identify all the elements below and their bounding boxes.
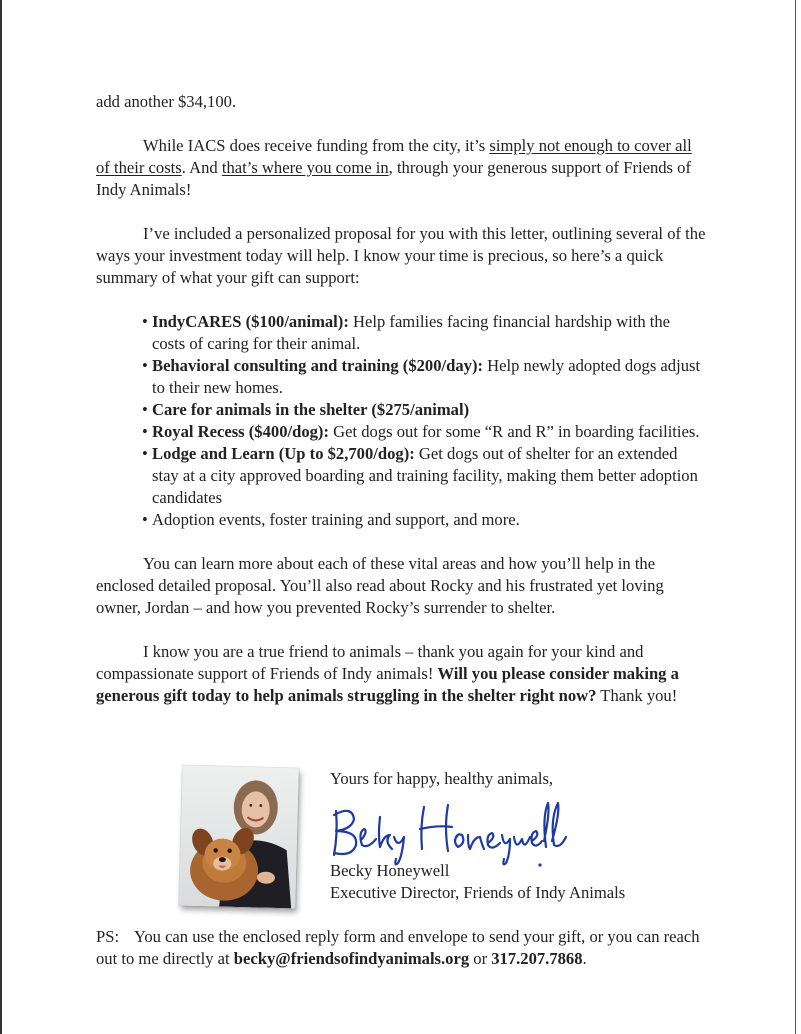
text-run: or <box>469 949 492 968</box>
list-item <box>142 509 706 531</box>
text-run: I know you are a true friend to animals – thank you again for your kind and compassionate support of Friends of Indy animals! <box>96 642 644 683</box>
signer-photo <box>179 766 299 909</box>
page-edge-left <box>0 0 2 1034</box>
paragraph-funding <box>96 135 706 201</box>
list-item-title: Behavioral consulting and training ($200/day): <box>152 356 483 375</box>
text-run: . <box>582 949 587 968</box>
list-item-title: Care for animals in the shelter ($275/animal) <box>152 400 470 419</box>
list-item-text: Help newly adopted dogs adjust to their new homes. <box>152 356 701 397</box>
signer-details <box>330 860 710 904</box>
text-run: While IACS does receive funding from the city, it’s <box>143 136 490 155</box>
ps-label: PS: <box>96 927 120 946</box>
page-edge-right <box>795 0 796 1034</box>
postscript <box>96 926 716 970</box>
signature-block <box>96 763 706 913</box>
paragraph-learn-more: You can learn more about each of these vital areas and how you’ll help in the enclosed detailed proposal. You’ll also read about Rocky and his frustrated yet loving owner, Jordan – and how you prevented Rocky’s surrender to shelter. <box>96 554 664 617</box>
signer-name: Becky Honeywell <box>330 861 450 880</box>
paragraph-proposal: I’ve included a personalized proposal for you with this letter, outlining several of the ways your investment today will help. I know your time is precious, so here’s a quick summary of what your gift can support: <box>96 224 706 287</box>
list-item-text: Get dogs out of shelter for an extended stay at a city approved boarding and training facility, making them better adoption candidates <box>152 444 698 507</box>
bold-appeal: Will you please consider making a generous gift today to help animals struggling in the shelter right now? <box>96 664 679 705</box>
list-item-text: Get dogs out for some “R and R” in boarding facilities. <box>328 422 700 441</box>
text-run: You can use the enclosed reply form and envelope to send your gift, or you can reach out to me directly at <box>96 927 700 968</box>
list-item <box>142 443 706 509</box>
underlined-text: simply not enough to cover all of their costs <box>96 136 692 177</box>
text-run: . And <box>181 158 222 177</box>
photo-illustration <box>179 766 299 909</box>
list-item-title: Lodge and Learn (Up to $2,700/dog): <box>152 444 415 463</box>
contact-phone: 317.207.7868 <box>491 949 583 968</box>
list-item <box>142 355 706 399</box>
list-item <box>142 311 706 355</box>
text-run: , through your generous support of Friends of Indy Animals! <box>96 158 691 199</box>
list-item-text: Help families facing financial hardship with the costs of caring for their animal. <box>152 312 671 353</box>
letter-body <box>96 91 706 707</box>
list-item-title: Royal Recess ($400/dog): <box>152 422 329 441</box>
list-item <box>142 399 706 421</box>
contact-email: becky@friendsofindyanimals.org <box>233 949 470 968</box>
underlined-text: that’s where you come in <box>221 158 389 177</box>
list-item <box>142 421 706 443</box>
paragraph-intro: add another $34,100. <box>96 92 237 111</box>
closing-line: Yours for happy, healthy animals, <box>330 769 554 788</box>
list-item-title: IndyCARES ($100/animal): <box>152 312 349 331</box>
list-item-text: Adoption events, foster training and support, and more. <box>152 510 520 529</box>
text-run: Thank you! <box>596 686 678 705</box>
gift-support-list <box>96 311 706 531</box>
signer-title: Executive Director, Friends of Indy Animals <box>330 883 626 902</box>
paragraph-appeal <box>96 641 706 707</box>
